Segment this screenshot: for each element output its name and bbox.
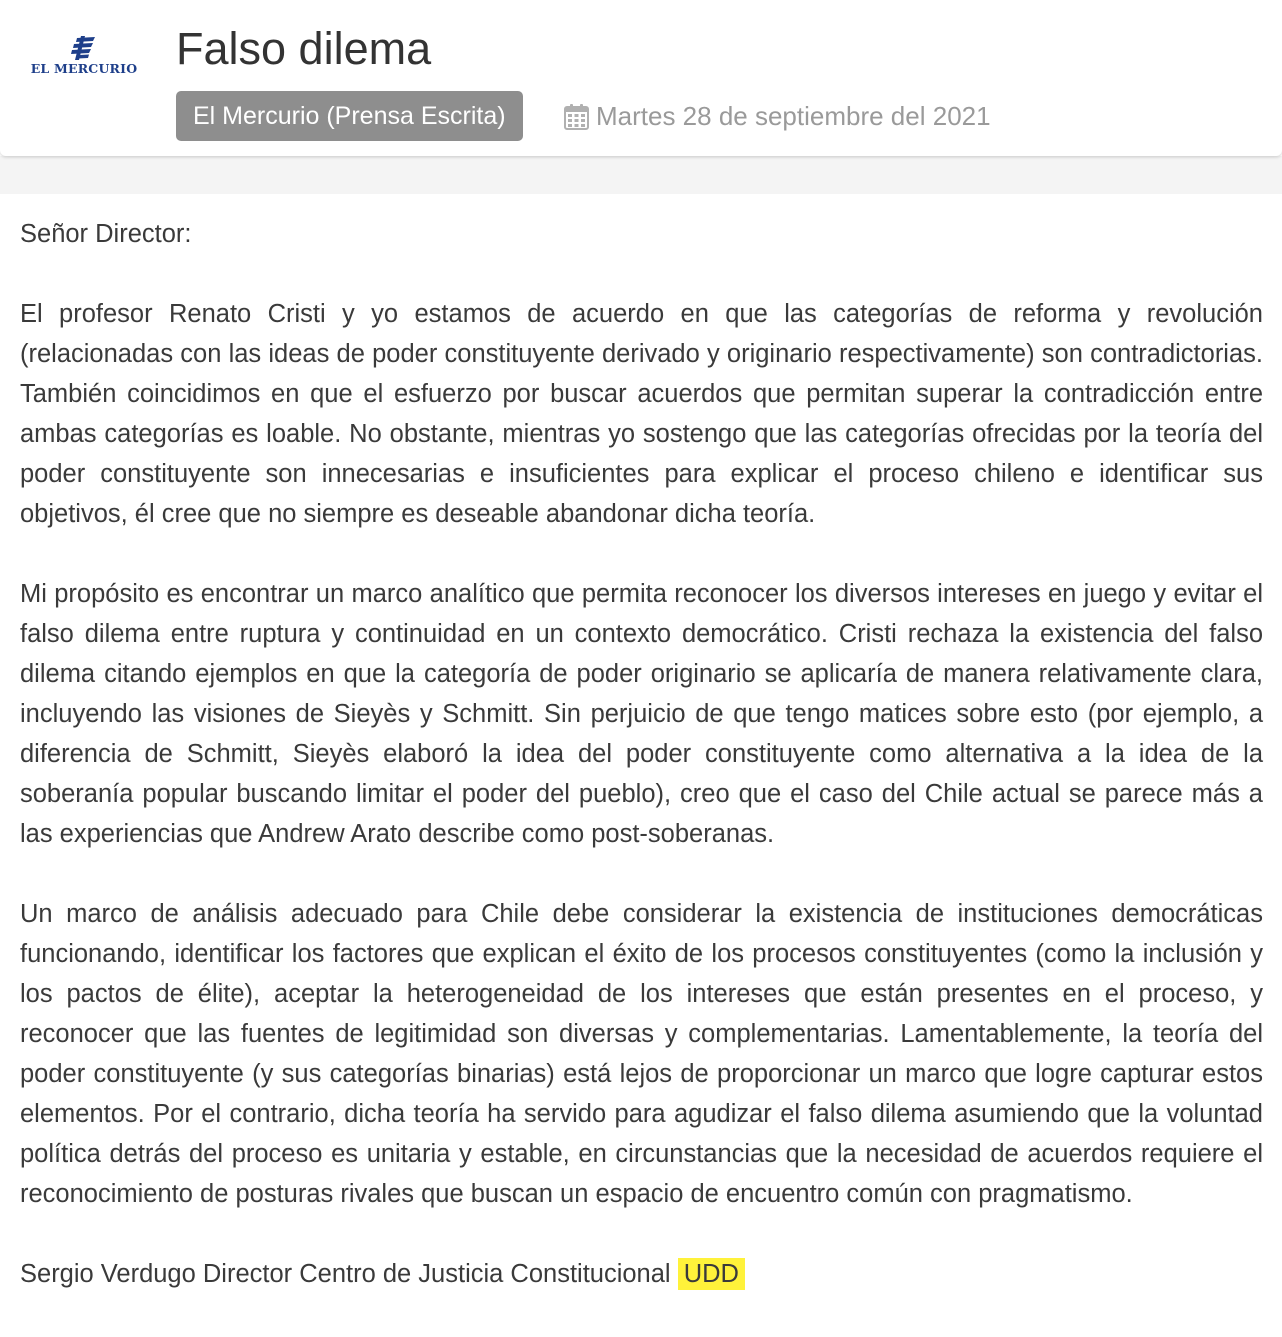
page-title: Falso dilema	[176, 23, 432, 74]
article-body	[20, 214, 1263, 1294]
date-text: Martes 28 de septiembre del 2021	[596, 100, 991, 131]
source-badge[interactable]: El Mercurio (Prensa Escrita)	[176, 91, 523, 141]
el-mercurio-logo[interactable]	[22, 36, 146, 80]
article-header	[0, 0, 1282, 156]
calendar-icon	[564, 103, 589, 130]
article-paragraph: Mi propósito es encontrar un marco analítico que permita reconocer los diversos intereses en juego y evitar el falso dilema entre ruptura y continuidad en un contexto democrático. Cristi rechaza la existencia del falso dilema citando ejemplos en que la categoría de poder originario se aplicaría de manera relativamente clara, incluyendo las visiones de Sieyès y Schmitt. Sin perjuicio de que tengo matices sobre esto (por ejemplo, a diferencia de Schmitt, Sieyès elaboró la idea del poder constituyente como alternativa a la idea de la soberanía popular buscando limitar el poder del pueblo), creo que el caso del Chile actual se parece más a las experiencias que Andrew Arato describe como post-soberanas.	[20, 580, 1263, 848]
signature	[20, 1254, 1263, 1294]
article-paragraph: Un marco de análisis adecuado para Chile debe considerar la existencia de instituciones democráticas funcionando, identificar los factores que explican el éxito de los procesos constituyentes (como la inclusión y los pactos de élite), aceptar la heterogeneidad de los intereses que están presentes en el proceso, y reconocer que las fuentes de legitimidad son diversas y complementarias. Lamentablemente, la teoría del poder constituyente (y sus categorías binarias) está lejos de proporcionar un marco que logre capturar estos elementos. Por el contrario, dicha teoría ha servido para agudizar el falso dilema asumiendo que la voluntad política detrás del proceso es unitaria y estable, en circunstancias que la necesidad de acuerdos requiere el reconocimiento de posturas rivales que buscan un espacio de encuentro común con pragmatismo.	[20, 900, 1263, 1208]
signature-text: Sergio Verdugo Director Centro de Justicia Constitucional	[20, 1260, 671, 1288]
salutation: Señor Director:	[20, 220, 192, 248]
article-paragraph: El profesor Renato Cristi y yo estamos de acuerdo en que las categorías de reforma y revolución (relacionadas con las ideas de poder constituyente derivado y originario respectivamente) son contradictorias. También coincidimos en que el esfuerzo por buscar acuerdos que permitan superar la contradicción entre ambas categorías es loable. No obstante, mientras yo sostengo que las categorías ofrecidas por la teoría del poder constituyente son innecesarias e insuficientes para explicar el proceso chileno e identificar sus objetivos, él cree que no siempre es deseable abandonar dicha teoría.	[20, 300, 1263, 528]
header-divider-band	[0, 156, 1282, 194]
publication-date	[564, 98, 991, 134]
el-mercurio-logo-icon	[69, 36, 99, 60]
highlighted-keyword: UDD	[678, 1258, 745, 1290]
logo-text: EL MERCURIO	[30, 61, 138, 76]
